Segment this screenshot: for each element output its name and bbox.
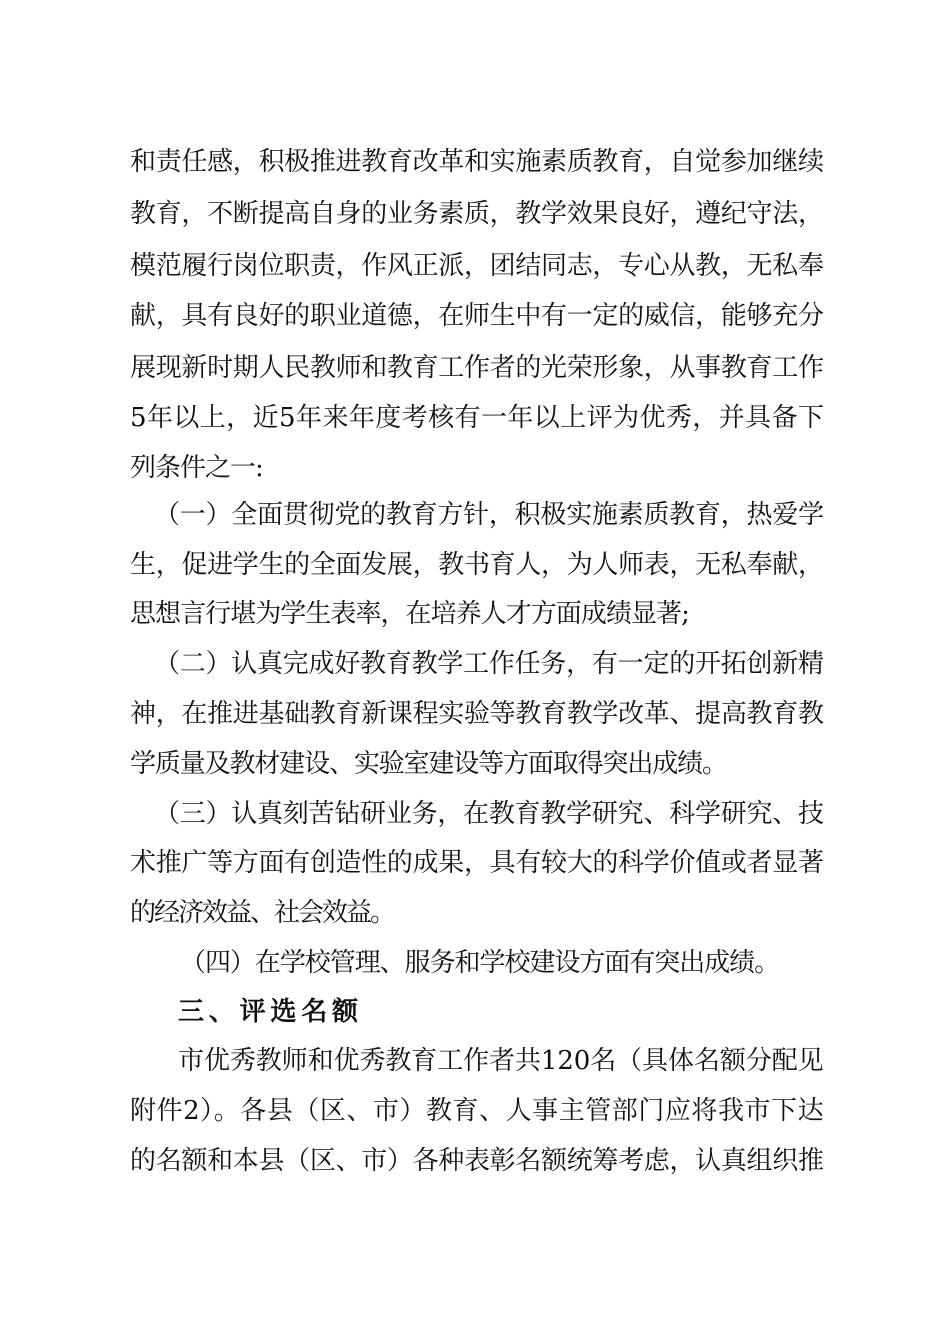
list-item-line: （二）认真完成好教育教学工作任务，有一定的开拓创新精 xyxy=(154,649,824,679)
list-item-line: （三）认真刻苦钻研业务，在教育教学研究、科学研究、技 xyxy=(154,799,824,829)
paragraph-line: 和责任感，积极推进教育改革和实施素质教育，自觉参加继续 xyxy=(130,147,824,177)
list-item-line: （四）在学校管理、服务和学校建设方面有突出成绩。 xyxy=(180,948,780,978)
list-item-line: 生，促进学生的全面发展，教书育人，为人师表，无私奉献， xyxy=(130,550,824,580)
paragraph-line: 模范履行岗位职责，作风正派，团结同志，专心从教，无私奉 xyxy=(130,251,824,281)
paragraph-line: 市优秀教师和优秀教育工作者共120名（具体名额分配见 xyxy=(178,1046,824,1076)
paragraph-line: 献，具有良好的职业道德，在师生中有一定的威信，能够充分 xyxy=(130,301,824,331)
list-item-line: 神，在推进基础教育新课程实验等教育教学改革、提高教育教 xyxy=(130,699,824,729)
list-item-line: （一）全面贯彻党的教育方针，积极实施素质教育，热爱学 xyxy=(154,500,824,530)
list-item-line: 术推广等方面有创造性的成果，具有较大的科学价值或者显著 xyxy=(130,848,824,878)
paragraph-line: 附件2）。各县（区、市）教育、人事主管部门应将我市下达 xyxy=(130,1096,825,1126)
paragraph-line: 教育，不断提高自身的业务素质，教学效果良好，遵纪守法， xyxy=(130,199,824,229)
paragraph-line: 的名额和本县（区、市）各种表彰名额统筹考虑，认真组织推 xyxy=(130,1146,824,1176)
list-item-line: 的经济效益、社会效益。 xyxy=(130,898,395,928)
section-heading: 三、评选名额 xyxy=(178,997,363,1027)
paragraph-line: 列条件之一: xyxy=(130,453,263,483)
paragraph-line: 5年以上，近5年来年度考核有一年以上评为优秀，并具备下 xyxy=(130,403,825,433)
list-item-line: 思想言行堪为学生表率，在培养人才方面成绩显著; xyxy=(130,599,689,629)
list-item-line: 学质量及教材建设、实验室建设等方面取得突出成绩。 xyxy=(130,749,727,779)
paragraph-line: 展现新时期人民教师和教育工作者的光荣形象，从事教育工作 xyxy=(130,353,824,383)
